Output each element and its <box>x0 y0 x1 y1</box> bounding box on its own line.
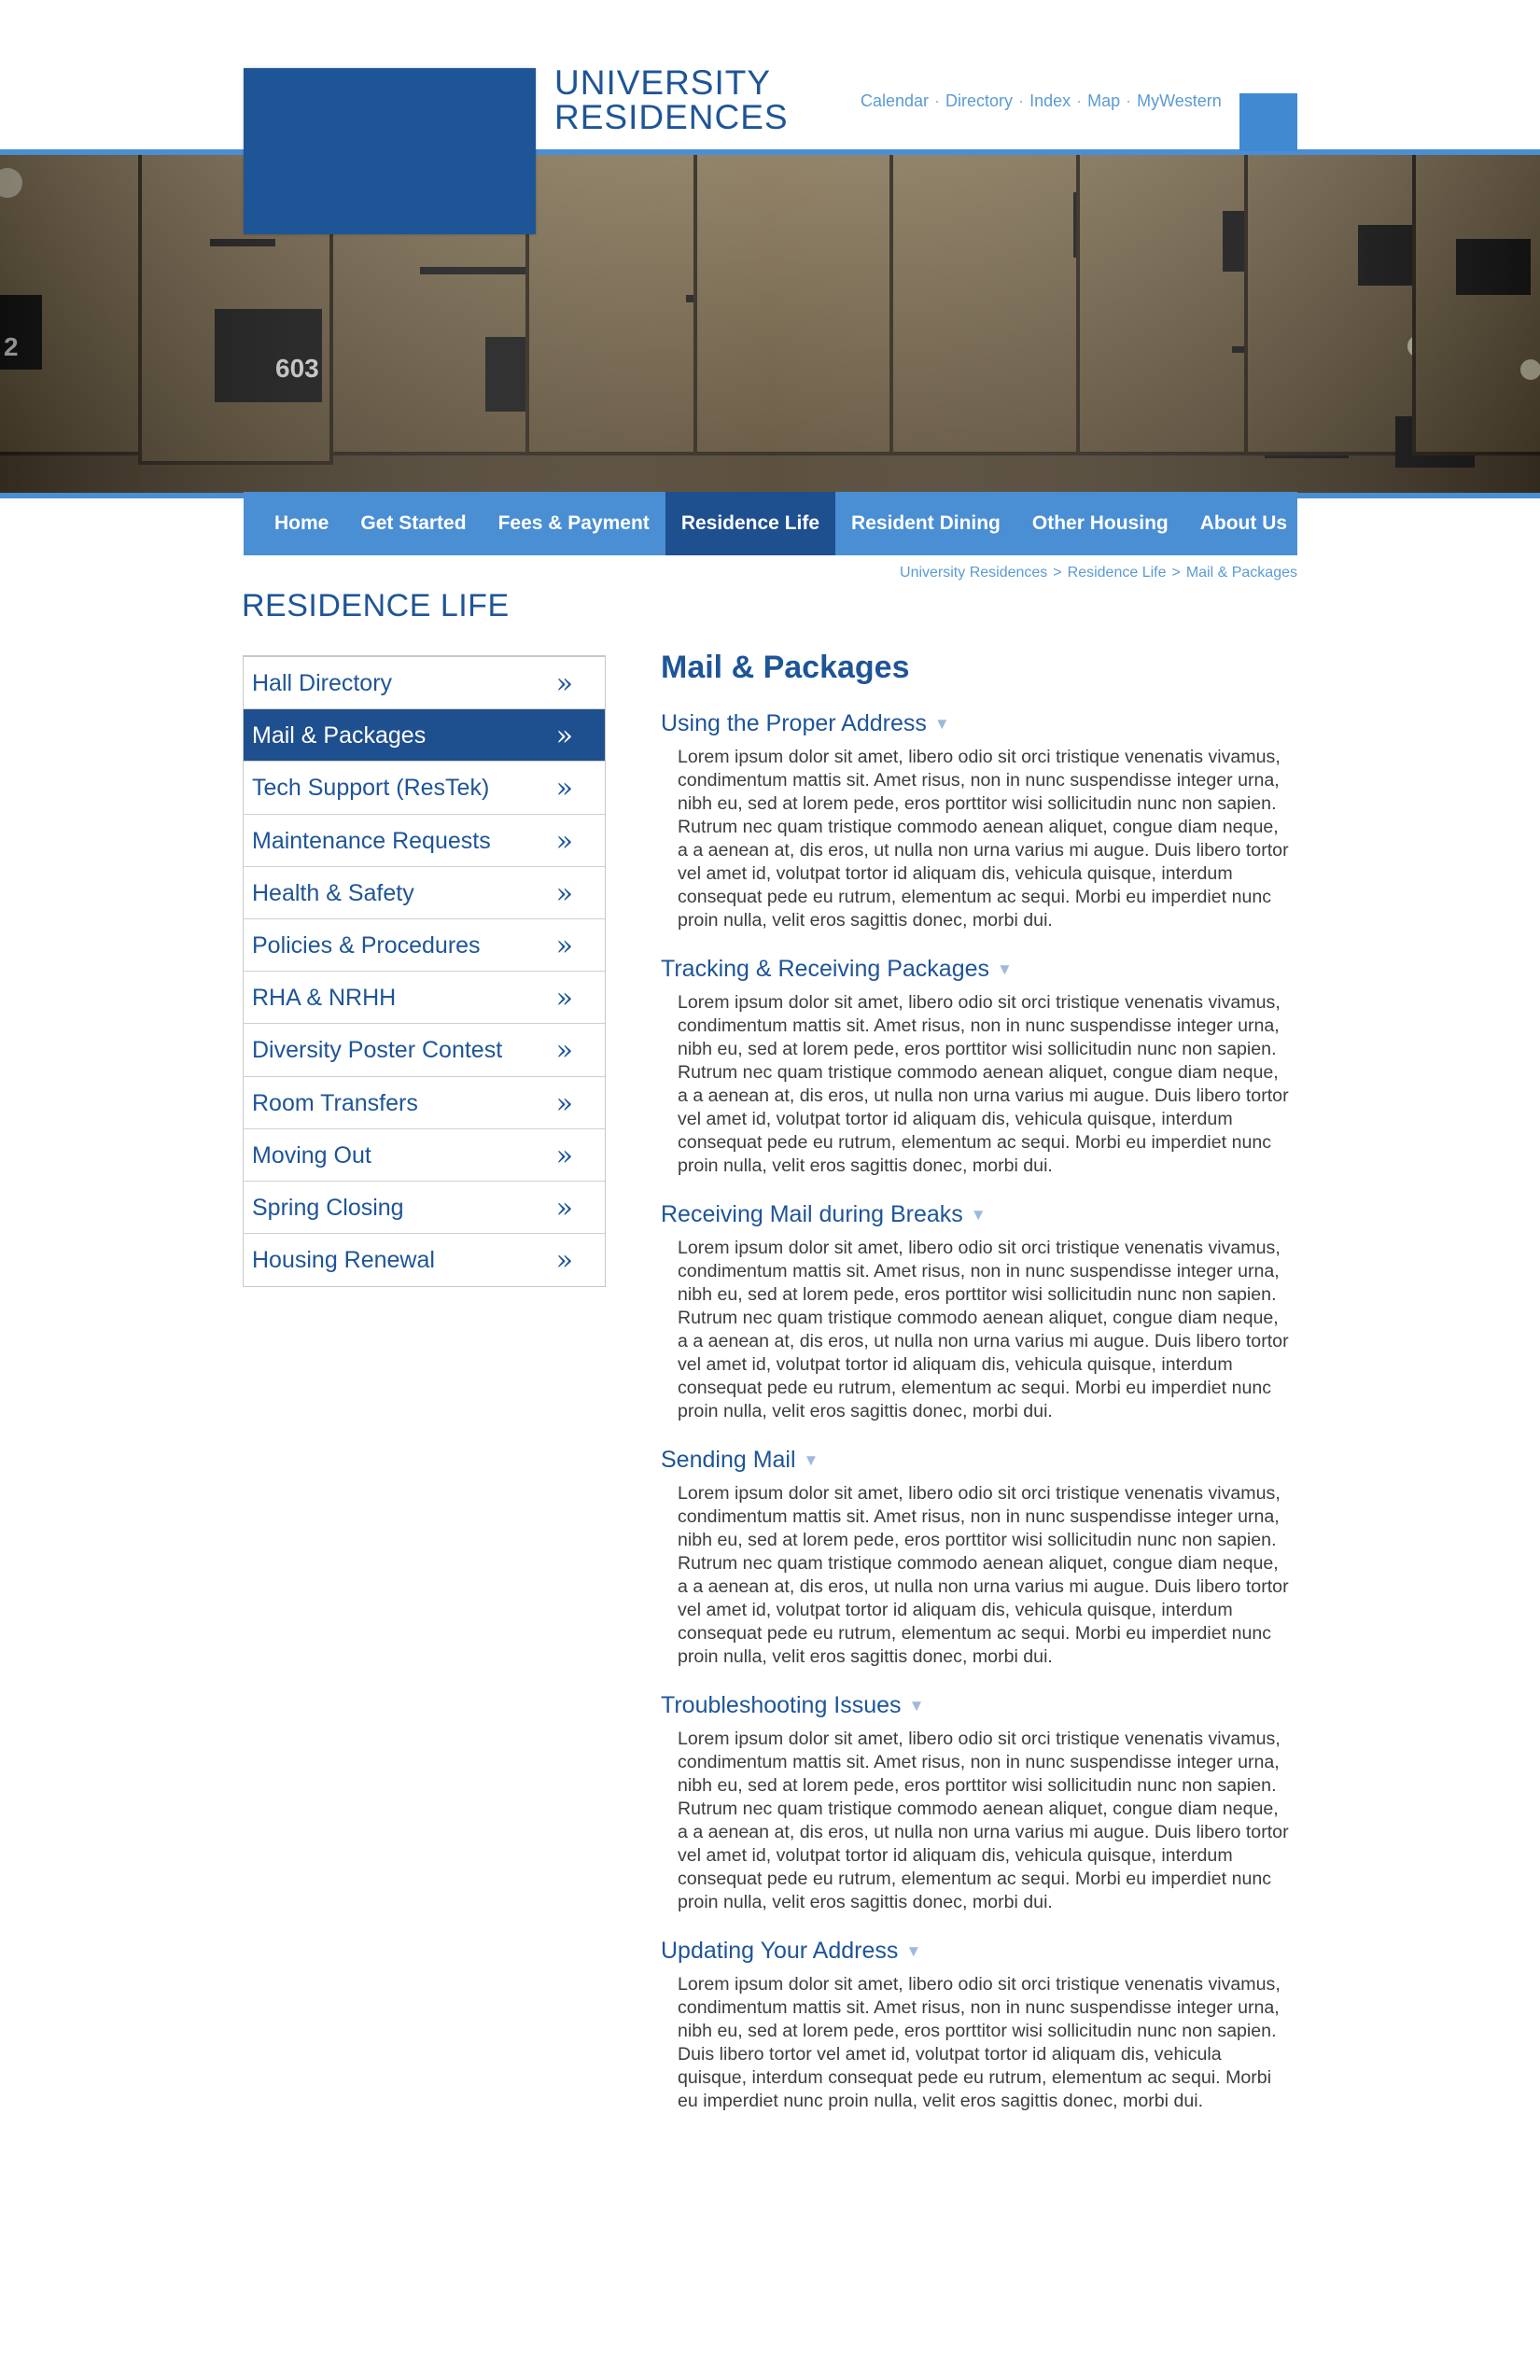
breadcrumb-separator: > <box>1053 565 1062 581</box>
utility-link-directory[interactable]: Directory <box>945 91 1014 110</box>
sidebar-item-label: RHA & NRHH <box>252 985 397 1012</box>
chevron-right-icon: » <box>555 982 573 1015</box>
sidebar-item-label: Health & Safety <box>252 879 414 906</box>
sidebar-item-label: Moving Out <box>252 1141 371 1169</box>
sidebar-item-maintenance-requests[interactable] <box>244 815 605 867</box>
breadcrumb <box>900 565 1297 581</box>
nav-item-fees-payment[interactable]: Fees & Payment <box>497 512 650 534</box>
chevron-right-icon: » <box>555 1034 573 1068</box>
header-accent-square <box>1239 93 1297 151</box>
chevron-right-icon: » <box>555 1086 573 1120</box>
section-heading: Sending Mail <box>661 1447 796 1473</box>
triangle-down-icon: ▼ <box>970 1206 987 1224</box>
section-body: Lorem ipsum dolor sit amet, libero odio sit orci tristique venenatis vivamus, condimentum mattis sit. Amet risus, non in nunc suspendisse integer urna, nibh eu, sed at lorem pede, eros porttitor wisi sollicitudin nunc non sapien. Rutrum nec quam tristique commodo aenean aliquet, congue diam neque, a a aenean at, dis eros, ut nulla non urna varius mi augue. Duis libero tortor vel amet id, volutpat tortor id aliquam dis, vehicula quisque, interdum consequat pede eu rutrum, elementum ac sequi. Morbi eu imperdiet nunc proin nulla, velit eros sagittis donec, morbi dui. <box>678 992 1289 1176</box>
utility-separator: · <box>1076 91 1083 110</box>
section-toggle-tracking-packages[interactable] <box>661 949 1299 989</box>
sidebar-item-hall-directory[interactable] <box>244 657 605 709</box>
sidebar-item-moving-out[interactable] <box>244 1129 605 1182</box>
mailboxes-illustration <box>0 155 1540 493</box>
sidebar-item-label: Diversity Poster Contest <box>252 1037 503 1064</box>
sidebar-item-label: Room Transfers <box>252 1089 418 1116</box>
sidebar-item-housing-renewal[interactable] <box>244 1234 605 1286</box>
sidebar-item-label: Hall Directory <box>252 670 393 696</box>
section-body: Lorem ipsum dolor sit amet, libero odio sit orci tristique venenatis vivamus, condimentum mattis sit. Amet risus, non in nunc suspendisse integer urna, nibh eu, sed at lorem pede, eros porttitor wisi sollicitudin nunc non sapien. Rutrum nec quam tristique commodo aenean aliquet, congue diam neque, a a aenean at, dis eros, ut nulla non urna varius mi augue. Duis libero tortor vel amet id, volutpat tortor id aliquam dis, vehicula quisque, interdum consequat pede eu rutrum, elementum ac sequi. Morbi eu imperdiet nunc proin nulla, velit eros sagittis donec, morbi dui. <box>678 747 1289 931</box>
nav-item-about-us[interactable]: About Us <box>1199 512 1288 534</box>
sidebar-item-label: Housing Renewal <box>252 1247 435 1274</box>
utility-link-calendar[interactable]: Calendar <box>861 91 930 110</box>
sidebar-item-diversity-poster-contest[interactable] <box>244 1024 605 1076</box>
section-heading: Updating Your Address <box>661 1938 899 1964</box>
nav-item-other-housing[interactable]: Other Housing <box>1031 512 1169 534</box>
triangle-down-icon: ▼ <box>997 960 1013 978</box>
main-content <box>661 644 1299 2130</box>
chevron-right-icon: » <box>555 667 573 700</box>
logo-block[interactable] <box>244 68 536 234</box>
page-title: Mail & Packages <box>661 650 910 685</box>
sidebar-item-label: Maintenance Requests <box>252 827 491 854</box>
section-heading: Receiving Mail during Breaks <box>661 1201 963 1227</box>
triangle-down-icon: ▼ <box>803 1451 819 1469</box>
utility-links <box>861 91 1222 111</box>
section-heading: Tracking & Receiving Packages <box>661 956 990 982</box>
nav-item-get-started[interactable]: Get Started <box>360 512 467 534</box>
section-heading: Using the Proper Address <box>661 710 927 736</box>
sidebar-item-label: Policies & Procedures <box>252 931 481 959</box>
section-body: Lorem ipsum dolor sit amet, libero odio sit orci tristique venenatis vivamus, condimentum mattis sit. Amet risus, non in nunc suspendisse integer urna, nibh eu, sed at lorem pede, eros porttitor wisi sollicitudin nunc non sapien. Rutrum nec quam tristique commodo aenean aliquet, congue diam neque, a a aenean at, dis eros, ut nulla non urna varius mi augue. Duis libero tortor vel amet id, volutpat tortor id aliquam dis, vehicula quisque, interdum consequat pede eu rutrum, elementum ac sequi. Morbi eu imperdiet nunc proin nulla, velit eros sagittis donec, morbi dui. <box>678 1483 1289 1667</box>
utility-link-mywestern[interactable]: MyWestern <box>1137 91 1222 110</box>
sidebar-item-mail-packages[interactable] <box>244 709 605 762</box>
nav-item-residence-life[interactable]: Residence Life <box>665 492 835 555</box>
chevron-right-icon: » <box>555 1191 573 1225</box>
sidebar-item-room-transfers[interactable] <box>244 1077 605 1129</box>
utility-separator: · <box>1018 91 1025 110</box>
sidebar-item-health-safety[interactable] <box>244 867 605 919</box>
utility-separator: · <box>934 91 941 110</box>
chevron-right-icon: » <box>555 772 573 805</box>
breadcrumb-item-residence-life[interactable]: Residence Life <box>1067 565 1167 581</box>
sidebar-item-label: Spring Closing <box>252 1194 404 1221</box>
triangle-down-icon: ▼ <box>933 715 950 733</box>
utility-separator: · <box>1126 91 1132 110</box>
nav-item-home[interactable]: Home <box>274 512 329 534</box>
chevron-right-icon: » <box>555 876 573 910</box>
chevron-right-icon: » <box>555 1244 573 1278</box>
sidebar-item-policies-procedures[interactable] <box>244 919 605 972</box>
triangle-down-icon: ▼ <box>905 1942 922 1960</box>
breadcrumb-item-university-residences[interactable]: University Residences <box>900 565 1048 581</box>
main-nav <box>244 492 1297 555</box>
sidebar-item-spring-closing[interactable] <box>244 1182 605 1234</box>
site-title-line2: RESIDENCES <box>554 98 789 136</box>
chevron-right-icon: » <box>555 720 573 753</box>
section-title: RESIDENCE LIFE <box>242 588 510 623</box>
section-heading: Troubleshooting Issues <box>661 1692 902 1718</box>
breadcrumb-item-current: Mail & Packages <box>1185 565 1297 581</box>
sidebar-item-label: Tech Support (ResTek) <box>252 775 490 802</box>
triangle-down-icon: ▼ <box>908 1697 925 1715</box>
utility-link-map[interactable]: Map <box>1087 91 1121 110</box>
section-toggle-troubleshooting[interactable] <box>661 1686 1299 1726</box>
header-divider <box>0 149 1540 155</box>
section-toggle-updating-address[interactable] <box>661 1931 1299 1971</box>
site-title[interactable] <box>554 65 789 134</box>
site-title-line1: UNIVERSITY <box>554 63 772 102</box>
utility-link-index[interactable]: Index <box>1029 91 1071 110</box>
chevron-right-icon: » <box>555 929 573 962</box>
banner-image-mailboxes <box>0 155 1540 493</box>
chevron-right-icon: » <box>555 1139 573 1172</box>
sidebar-nav <box>243 655 606 1287</box>
section-toggle-sending-mail[interactable] <box>661 1440 1299 1480</box>
sidebar-item-label: Mail & Packages <box>252 722 427 749</box>
section-body: Lorem ipsum dolor sit amet, libero odio sit orci tristique venenatis vivamus, condimentum mattis sit. Amet risus, non in nunc suspendisse integer urna, nibh eu, sed at lorem pede, eros porttitor wisi sollicitudin nunc non sapien. Rutrum nec quam tristique commodo aenean aliquet, congue diam neque, a a aenean at, dis eros, ut nulla non urna varius mi augue. Duis libero tortor vel amet id, volutpat tortor id aliquam dis, vehicula quisque, interdum consequat pede eu rutrum, elementum ac sequi. Morbi eu imperdiet nunc proin nulla, velit eros sagittis donec, morbi dui. <box>678 1729 1289 1912</box>
breadcrumb-separator: > <box>1171 565 1181 581</box>
section-toggle-proper-address[interactable] <box>661 704 1299 744</box>
section-toggle-mail-during-breaks[interactable] <box>661 1195 1299 1235</box>
chevron-right-icon: » <box>555 824 573 858</box>
nav-item-resident-dining[interactable]: Resident Dining <box>851 512 1001 534</box>
sidebar-item-tech-support[interactable] <box>244 762 605 814</box>
sidebar-item-rha-nrhh[interactable] <box>244 972 605 1024</box>
section-body: Lorem ipsum dolor sit amet, libero odio sit orci tristique venenatis vivamus, condimentum mattis sit. Amet risus, non in nunc suspendisse integer urna, nibh eu, sed at lorem pede, eros porttitor wisi sollicitudin nunc non sapien. Rutrum nec quam tristique commodo aenean aliquet, congue diam neque, a a aenean at, dis eros, ut nulla non urna varius mi augue. Duis libero tortor vel amet id, volutpat tortor id aliquam dis, vehicula quisque, interdum consequat pede eu rutrum, elementum ac sequi. Morbi eu imperdiet nunc proin nulla, velit eros sagittis donec, morbi dui. <box>678 1238 1289 1421</box>
section-body: Lorem ipsum dolor sit amet, libero odio sit orci tristique venenatis vivamus, condimentum mattis sit. Amet risus, non in nunc suspendisse integer urna, nibh eu, sed at lorem pede, eros porttitor wisi sollicitudin nunc non sapien. Duis libero tortor vel amet id, volutpat tortor id aliquam dis, vehicula quisque, interdum consequat pede eu rutrum, elementum ac sequi. Morbi eu imperdiet nunc proin nulla, velit eros sagittis donec, morbi dui. <box>678 1974 1281 2111</box>
